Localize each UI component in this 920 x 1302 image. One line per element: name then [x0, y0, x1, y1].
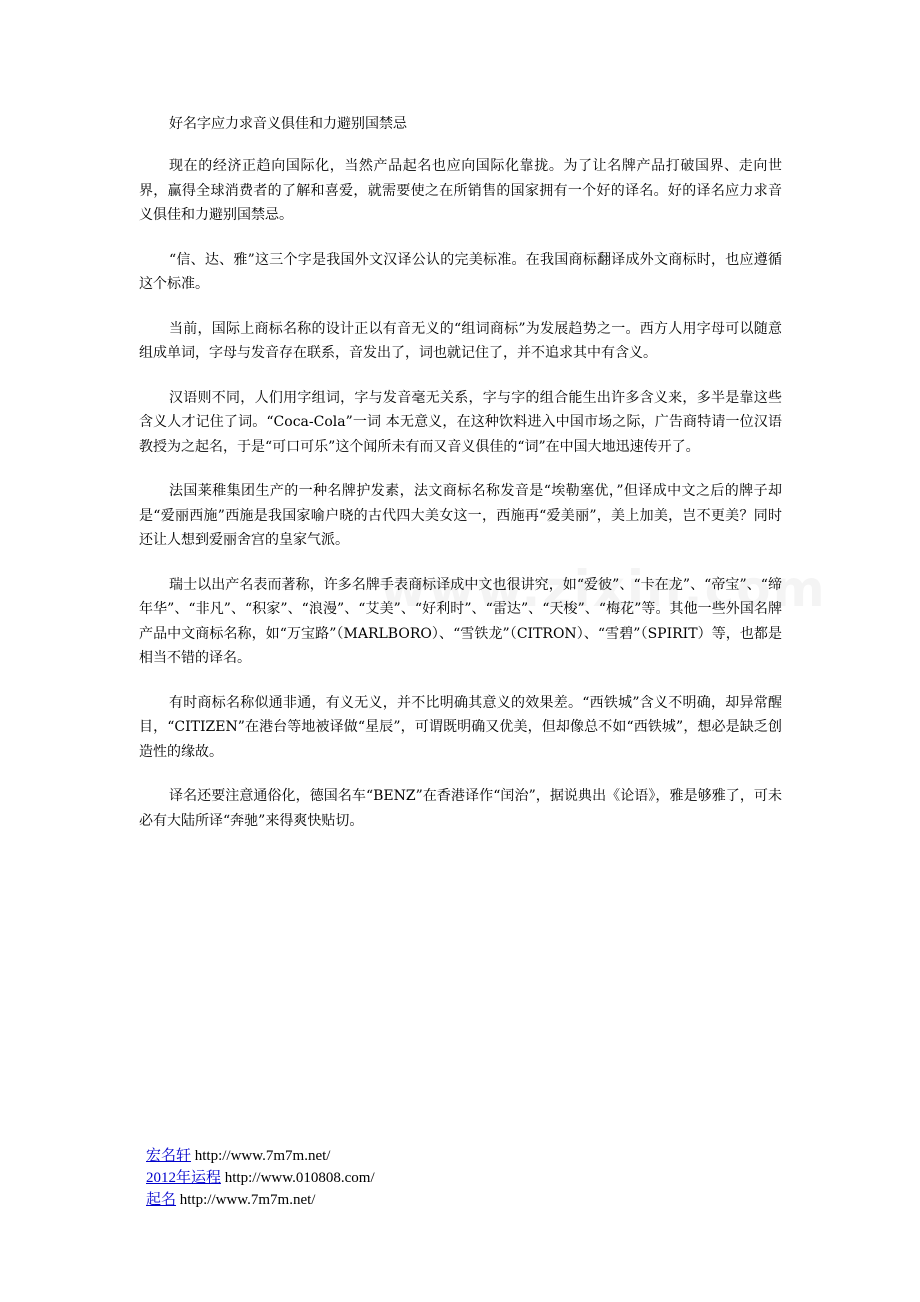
link-row-1 [146, 1145, 375, 1167]
link-qiming[interactable]: 起名 [146, 1192, 177, 1208]
document-title: 好名字应力求音义俱佳和力避别国禁忌 [169, 116, 407, 132]
link-hongmingxuan[interactable]: 宏名轩 [146, 1148, 192, 1164]
link-2012-yuncheng[interactable]: 2012年运程 [146, 1170, 222, 1186]
paragraph-1: 现在的经济正趋向国际化，当然产品起名也应向国际化靠拢。为了让名牌产品打破国界、走向世界，赢得全球消费者的了解和喜爱，就需要使之在所销售的国家拥有一个好的译名。好的译名应力求音义俱佳和力避别国禁忌。 [139, 158, 782, 223]
paragraph-8: 译名还要注意通俗化，德国名车“BENZ”在香港译作“闰治”，据说典出《论语》，雅是够雅了，可未必有大陆所译“奔驰”来得爽快贴切。 [139, 788, 782, 829]
paragraph-2: “信、达、雅”这三个字是我国外文汉译公认的完美标准。在我国商标翻译成外文商标时，也应遵循这个标准。 [139, 251, 782, 292]
link-url-2: http://www.010808.com/ [224, 1170, 375, 1186]
link-url-3: http://www.7m7m.net/ [179, 1192, 316, 1208]
link-row-2 [146, 1167, 375, 1189]
footer-links [146, 1145, 375, 1211]
paragraph-4: 汉语则不同，人们用字组词，字与发音毫无关系，字与字的组合能生出许多含义来，多半是靠这些含义人才记住了词。“Coca-Cola”一词 本无意义，在这种饮料进入中国市场之际，广告商特请一位汉语教授为之起名，于是“可口可乐”这个闻所未有而又音义俱佳的“词”在中国大地迅速传开了。 [139, 389, 782, 455]
paragraph-5: 法国莱稚集团生产的一种名牌护发素，法文商标名称发音是“埃勒塞优，”但译成中文之后的牌子却是“爱丽西施”西施是我国家喻户晓的古代四大美女这一，西施再“爱美丽”，美上加美，岂不更美？同时还让人想到爱丽舍宫的皇家气派。 [139, 483, 782, 548]
link-row-3 [146, 1189, 375, 1211]
paragraph-6: 瑞士以出产名表而著称，许多名牌手表商标译成中文也很讲究，如“爱彼”、“卡在龙”、“帝宝”、“缔年华”、“非凡”、“积家”、“浪漫”、“艾美”、“好利时”、“雷达”、“天梭”、“梅花”等。其他一些外国名牌产品中文商标名称，如“万宝路”（MARLBORO）、“雪铁龙”（CITRON）、“雪碧”（SPIRIT）等，也都是相当不错的译名。 [139, 576, 782, 666]
link-url-1: http://www.7m7m.net/ [194, 1148, 331, 1164]
paragraph-3: 当前，国际上商标名称的设计正以有音无义的“组词商标”为发展趋势之一。西方人用字母可以随意组成单词，字母与发音存在联系，音发出了，词也就记住了，并不追求其中有含义。 [139, 320, 782, 361]
document-body [139, 112, 782, 853]
paragraph-7: 有时商标名称似通非通，有义无义，并不比明确其意义的效果差。“西铁城”含义不明确，却异常醒目，“CITIZEN”在港台等地被译做“星辰”，可谓既明确又优美，但却像总不如“西铁城”，想必是缺乏创造性的缘故。 [139, 694, 782, 760]
